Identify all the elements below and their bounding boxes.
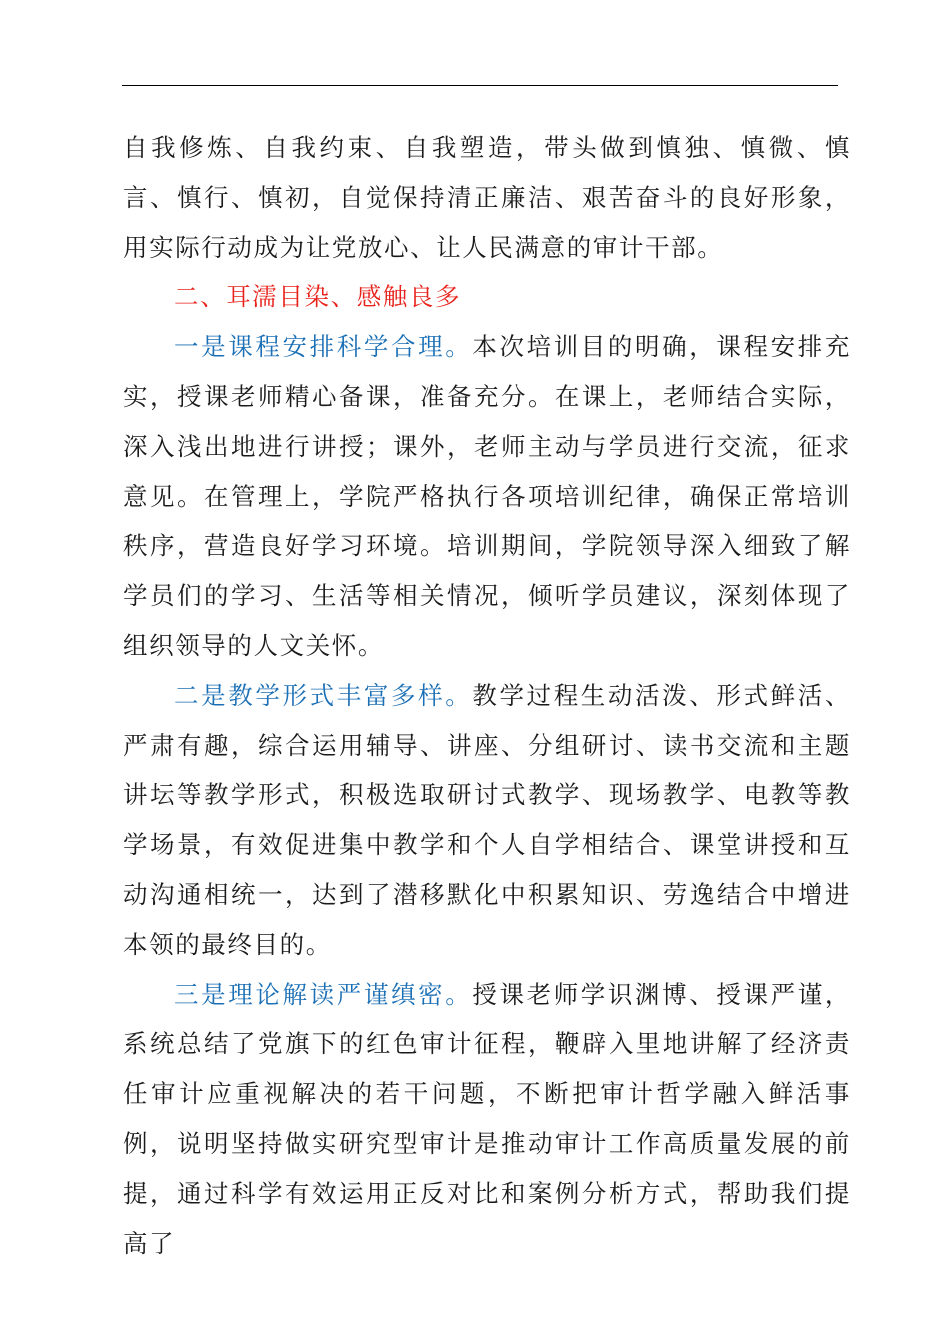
header-rule [122, 85, 838, 86]
paragraph-theory-interpretation [123, 970, 851, 1269]
paragraph-lead: 二是教学形式丰富多样。 [174, 680, 473, 710]
paragraph-text: 授课老师学识渊博、授课严谨，系统总结了党旗下的红色审计征程，鞭辟入里地讲解了经济责任审计应重视解决的若干问题，不断把审计哲学融入鲜活事例，说明坚持做实研究型审计是推动审计工作高质量发展的前提，通过科学有效运用正反对比和案例分析方式，帮助我们提高了 [123, 979, 851, 1258]
paragraph-course-arrangement [123, 322, 851, 671]
document-body [123, 123, 851, 1268]
paragraph-text: 教学过程生动活泼、形式鲜活、严肃有趣，综合运用辅导、讲座、分组研讨、读书交流和主题讲坛等教学形式，积极选取研讨式教学、现场教学、电教等教学场景，有效促进集中教学和个人自学相结合、课堂讲授和互动沟通相统一，达到了潜移默化中积累知识、劳逸结合中增进本领的最终目的。 [123, 680, 851, 959]
paragraph-lead: 一是课程安排科学合理。 [174, 332, 473, 362]
paragraph-lead: 三是理论解读严谨缜密。 [174, 979, 473, 1009]
section-heading [123, 272, 851, 322]
paragraph-continuation [123, 123, 851, 272]
section-heading-text: 二、耳濡目染、感触良多 [174, 282, 462, 312]
paragraph-text: 自我修炼、自我约束、自我塑造，带头做到慎独、慎微、慎言、慎行、慎初，自觉保持清正廉洁、艰苦奋斗的良好形象，用实际行动成为让党放心、让人民满意的审计干部。 [123, 133, 851, 262]
paragraph-teaching-forms [123, 671, 851, 970]
paragraph-text: 本次培训目的明确，课程安排充实，授课老师精心备课，准备充分。在课上，老师结合实际，深入浅出地进行讲授；课外，老师主动与学员进行交流，征求意见。在管理上，学院严格执行各项培训纪律，确保正常培训秩序，营造良好学习环境。培训期间，学院领导深入细致了解学员们的学习、生活等相关情况，倾听学员建议，深刻体现了组织领导的人文关怀。 [123, 332, 851, 660]
